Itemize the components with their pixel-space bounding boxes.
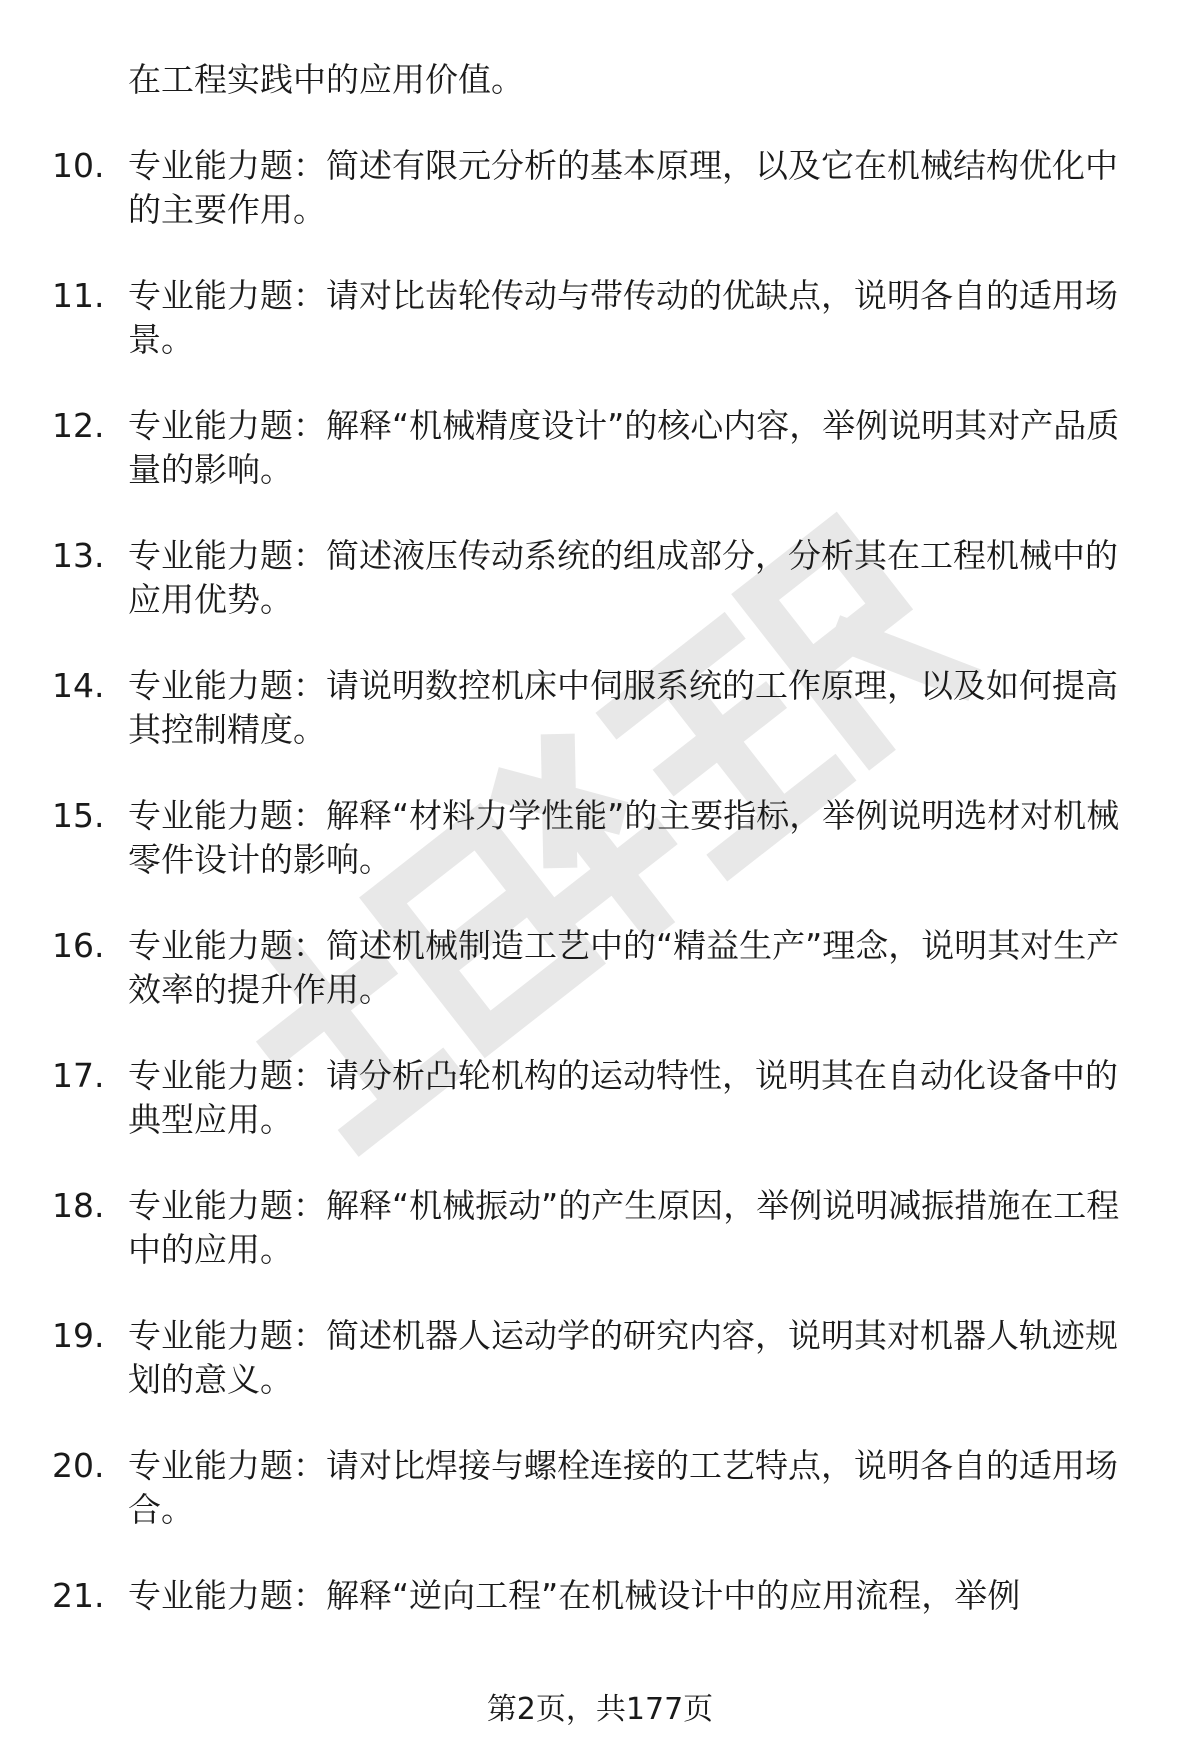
question-text: 专业能力题：请对比齿轮传动与带传动的优缺点，说明各自的适用场景。: [128, 276, 1118, 359]
question-number: 16.: [52, 926, 105, 965]
question-text: 专业能力题：简述液压传动系统的组成部分，分析其在工程机械中的应用优势。: [128, 536, 1118, 619]
question-text: 专业能力题：请分析凸轮机构的运动特性，说明其在自动化设备中的典型应用。: [128, 1056, 1118, 1139]
question-text: 专业能力题：请说明数控机床中伺服系统的工作原理，以及如何提高其控制精度。: [128, 666, 1118, 749]
question-text: 专业能力题：简述机械制造工艺中的“精益生产”理念，说明其对生产效率的提升作用。: [128, 926, 1120, 1009]
question-number: 20.: [52, 1446, 105, 1485]
question-text: 专业能力题：简述机器人运动学的研究内容，说明其对机器人轨迹规划的意义。: [128, 1316, 1118, 1399]
question-list: [0, 144, 1200, 1618]
continued-text: 在工程实践中的应用价值。: [128, 60, 524, 99]
question-item: [0, 1054, 1200, 1142]
page-footer: 第2页，共177页: [486, 1692, 714, 1727]
question-number: 19.: [52, 1316, 105, 1355]
question-number: 18.: [52, 1186, 105, 1225]
question-item: [0, 144, 1200, 232]
question-item: [0, 924, 1200, 1012]
question-item: [0, 794, 1200, 882]
question-text: 专业能力题：请对比焊接与螺栓连接的工艺特点，说明各自的适用场合。: [128, 1446, 1118, 1529]
question-number: 17.: [52, 1056, 105, 1095]
question-number: 14.: [52, 666, 105, 705]
question-number: 21.: [52, 1576, 105, 1615]
question-number: 12.: [52, 406, 105, 445]
question-item: [0, 534, 1200, 622]
main-content: [0, 58, 1200, 1660]
question-text: 专业能力题：解释“逆向工程”在机械设计中的应用流程，举例: [128, 1576, 1021, 1615]
question-item: [0, 1444, 1200, 1532]
question-item: [0, 274, 1200, 362]
question-item: [0, 664, 1200, 752]
question-item: [0, 1184, 1200, 1272]
question-text: 专业能力题：简述有限元分析的基本原理，以及它在机械结构优化中的主要作用。: [128, 146, 1118, 229]
question-number: 10.: [52, 146, 105, 185]
question-text: 专业能力题：解释“机械振动”的产生原因，举例说明减振措施在工程中的应用。: [128, 1186, 1120, 1269]
question-text: 专业能力题：解释“材料力学性能”的主要指标，举例说明选材对机械零件设计的影响。: [128, 796, 1120, 879]
question-item: [0, 404, 1200, 492]
question-text: 专业能力题：解释“机械精度设计”的核心内容，举例说明其对产品质量的影响。: [128, 406, 1120, 489]
question-number: 13.: [52, 536, 105, 575]
question-item: [0, 1314, 1200, 1402]
question-number: 11.: [52, 276, 105, 315]
question-item: [0, 1574, 1200, 1618]
question-number: 15.: [52, 796, 105, 835]
